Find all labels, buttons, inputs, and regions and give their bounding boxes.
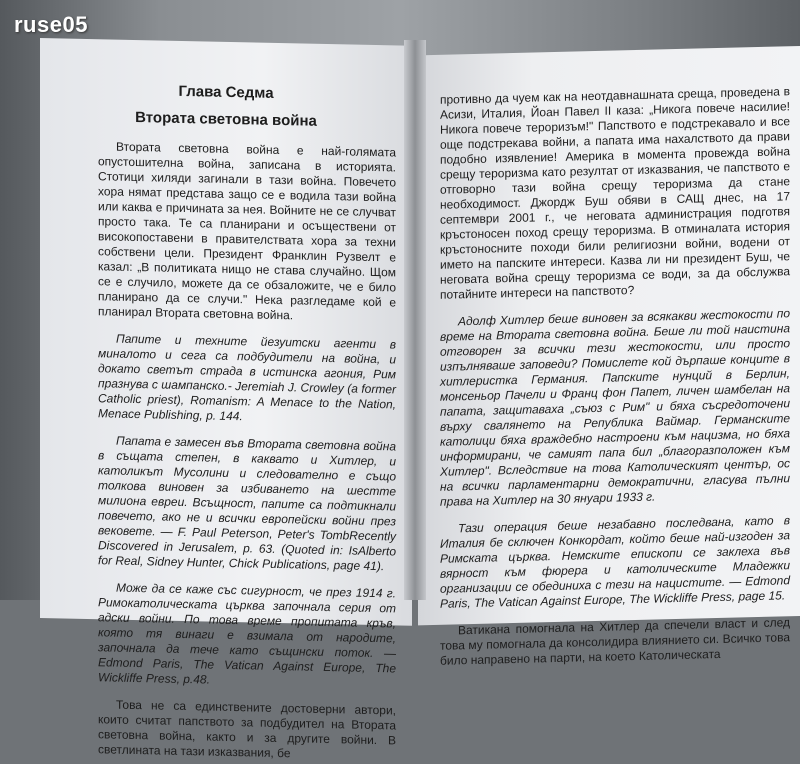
left-page [40, 38, 412, 761]
right-quote-2: Тази операция беше незабавно последвана, като в Италия бе сключен Конкордат, който беше най-изгоден за Римската църква. Немските епископи се заклеха във вярност към фюрера и католическите Младежки организации се обединиха с тези на нацистите. — Edmond Paris, The Vatican Against Europe, The Wickliffe Press, page 15. [440, 513, 790, 611]
book-gutter [404, 40, 426, 600]
right-page [418, 46, 800, 668]
left-quote-2: Папата е замесен във Втората световна война в същата степен, в каквато и Хитлер, и католикът Мусолини и следователно е също толкова виновен за избиването на шестте милиона евреи. Всъщност, папите са подтикнали повечето, ако не и всички европейски войни през вековете. — F. Paul Peterson, Peter's TombRecently Discovered in Jerusalem, p. 63. (Quoted in: IsAlberto for Real, Sidney Hunter, Chick Publications, page 41). [98, 433, 396, 574]
left-paragraph-2: Това не са единствените достоверни автори, които считат папството за подбудител на Втората световна война, както и за другите войни. В светлината на тази изказвания, бе [98, 697, 396, 761]
chapter-title: Втората световна война [135, 108, 317, 130]
left-quote-3: Може да се каже със сигурност, че през 1914 г. Римокатолическата църква започнала серия от адски войни. По това време пропитата кръв, която тя винаги е взимала от народите, започнала да тече като същински поток. — Edmond Paris, The Vatican Against Europe, The Wickliffe Press, p.48. [98, 580, 396, 687]
chapter-heading: Глава Седма [178, 82, 274, 102]
right-page-text [418, 46, 800, 669]
right-paragraph-1: противно да чуем как на неотдавнашната среща, проведена в Асизи, Италия, Йоан Павел II каза: „Никога повече насилие! Никога повече тероризъм!" Папството е подстрекавало и все още подстрекава войни, а папата има нахалството да прави подобно изявление! Америка в момента провежда война срещу тероризма като резултат от изказвания, че папството е отговорно тази война срещу тероризма да стане необходимост. Джордж Буш обяви в САЩ днес, на 17 септември 2001 г., че неговата администрация подготвя кръстоносен поход срещу тероризма. В отминалата история кръстоносните походи били религиозни войни, водени от името на папските интереси. Казва ли ни президент Буш, че неговата война срещу тероризма се води, за да обслужва потайните интереси на папството? [440, 84, 790, 302]
right-quote-1: Адолф Хитлер беше виновен за всякакви жестокости по време на Втората световна война. Беше ли той наистина отговорен за всички тези жестокости, или просто изпълняваше заповеди? Помислете кой дърпаше конците в хитлеристка Германия. Папските нунций в Берлин, монсеньор Пачели и Франц фон Папет, личен шамбелан на папата, защитаваха „съюз с Рим" и бяха съсредоточени върху свалянето на Република Ваймар. Германските католици бяха враждебно настроени към нацизма, но бяха информирани, че самият папа бил „благоразположен към Хитлер". Вследствие на това Католическият център, ос на всички парламентарни демократични, гласува пълни права на Хитлер на 30 януари 1933 г. [440, 306, 790, 509]
right-paragraph-2: Ватикана помогнала на Хитлер да спечели власт и след това му помогнала да консолидира влиянието си. Всичко това било направено на парти, на което Католическата [440, 615, 790, 668]
left-quote-1: Папите и техните йезуитски агенти в миналото и сега са подбудители на война, и докато светът страда в истинска агония, Рим празнува с шампанско.- Jeremiah J. Crowley (a former Catholic priest), Romanism: A Menace to the Nation, Menace Publishing, p. 144. [98, 331, 396, 424]
left-paragraph-1: Втората световна война е най-голямата опустошителна война, записана в историята. Стотици хиляди загинали в тази война. Повечето хора нямат представа защо се е водила тази война или каква е причината за нея. Войните не се случват просто така. Те са планирани и осъществени от високопоставени в правителствата хора за техни собствени цели. Президент Франклин Рузвелт е казал: „В политиката нищо не става случайно. Щом се е случило, можете да се обзаложите, че е било планирано да се случи." Нека разгледаме кой е планирал Втората световна война. [98, 139, 396, 323]
watermark: ruse05 [14, 12, 88, 37]
left-page-text [40, 138, 412, 764]
